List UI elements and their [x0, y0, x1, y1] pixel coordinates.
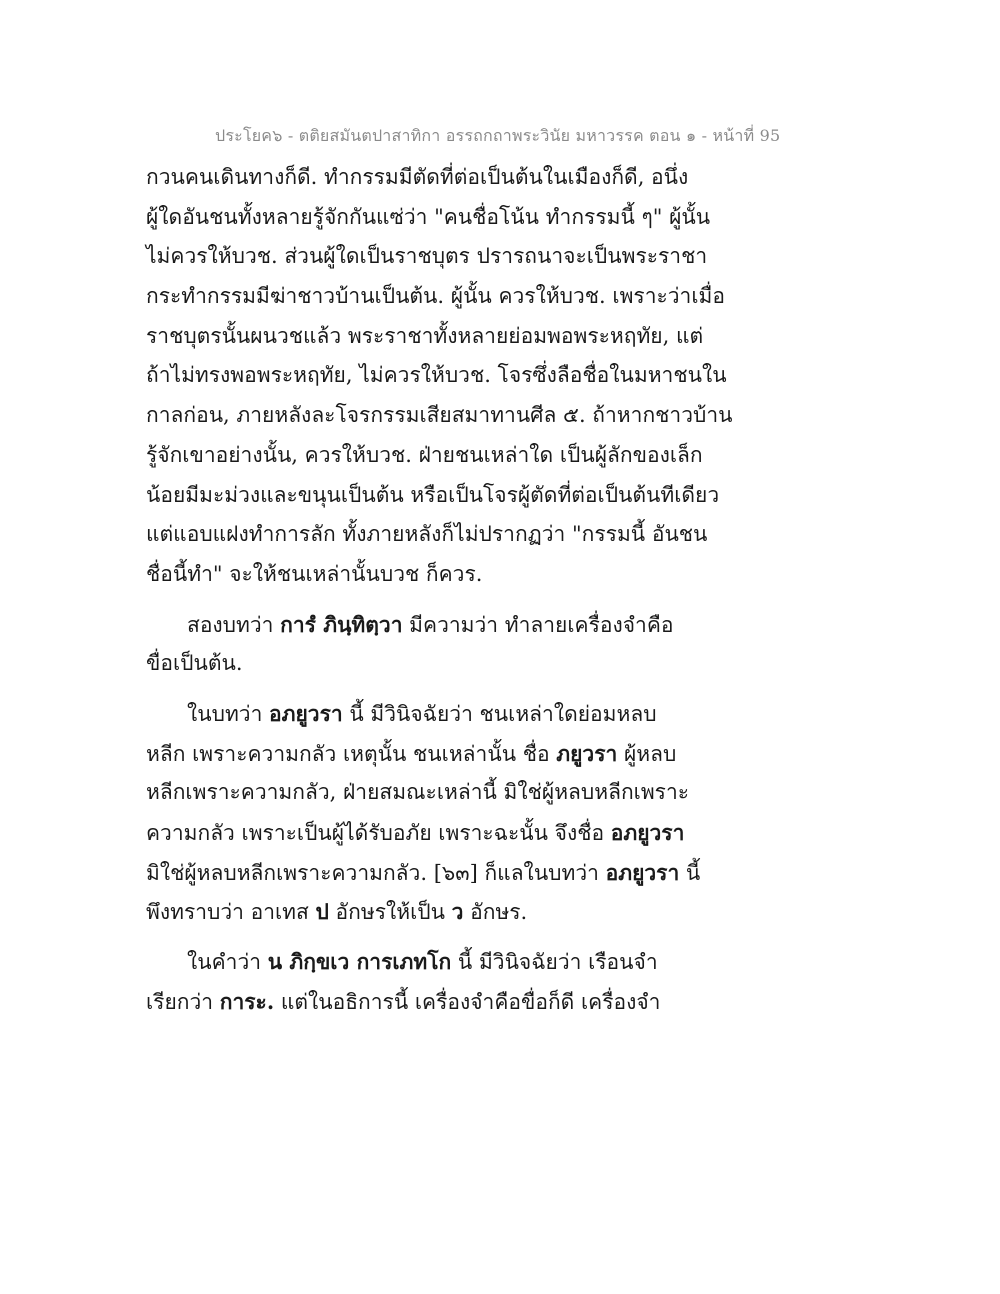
- text-line: [146, 813, 766, 853]
- text-line: [146, 644, 766, 684]
- text-run: สองบทว่า: [187, 612, 281, 637]
- text-run: ผู้ใดอันชนทั้งหลายรู้จักกันแซ่ว่า "คนชื่อโน้น ทำกรรมนี้ ๆ" ผู้นั้น: [146, 204, 711, 229]
- text-line: [146, 436, 766, 476]
- text-run: ไม่ควรให้บวช. ส่วนผู้ใดเป็นราชบุตร ปรารถนาจะเป็นพระราชา: [146, 244, 708, 269]
- text-line: [146, 396, 766, 436]
- text-run: ราชบุตรนั้นผนวชแล้ว พระราชาทั้งหลายย่อมพอพระหฤทัย, แต่: [146, 323, 704, 348]
- paragraph: [146, 605, 766, 684]
- text-run: นี้ มีวินิจฉัยว่า ชนเหล่าใดย่อมหลบ: [342, 701, 657, 726]
- text-line: [146, 694, 766, 734]
- text-run: ผู้หลบ: [617, 741, 677, 766]
- text-run: ความกลัว เพราะเป็นผู้ได้รับอภัย เพราะฉะนั้น จึงชื่อ: [146, 821, 611, 845]
- text-run: กาลก่อน, ภายหลังละโจรกรรมเสียสมาทานศีล ๕. ถ้าหากชาวบ้าน: [146, 403, 733, 428]
- text-line: [146, 476, 766, 516]
- text-line: [146, 237, 766, 277]
- text-run: รู้จักเขาอย่างนั้น, ควรให้บวช. ฝ่ายชนเหล่าใด เป็นผู้ลักของเล็ก: [146, 442, 703, 467]
- text-run: มีความว่า ทำลายเครื่องจำคือ: [402, 612, 674, 637]
- emphasized-term: ภยูวรา: [556, 740, 618, 766]
- text-run: กวนคนเดินทางก็ดี. ทำกรรมมีตัดที่ต่อเป็นต้นในเมืองก็ดี, อนึ่ง: [146, 165, 689, 189]
- text-run: แต่แอบแฝงทำการลัก ทั้งภายหลังก็ไม่ปรากฏว่า "กรรมนี้ อันชน: [146, 522, 708, 547]
- text-run: แต่ในอธิการนี้ เครื่องจำคือขื่อก็ดี เครื่องจำ: [274, 989, 661, 1014]
- emphasized-term: อภยูวรา: [605, 859, 680, 885]
- text-line: [146, 555, 766, 595]
- text-run: หลีกเพราะความกลัว, ฝ่ายสมณะเหล่านี้ มิใช่ผู้หลบหลีกเพราะ: [146, 780, 690, 805]
- emphasized-term: อภยูวรา: [269, 700, 343, 726]
- text-run: ขื่อเป็นต้น.: [146, 651, 243, 676]
- text-line: [146, 982, 766, 1022]
- text-line: [146, 515, 766, 555]
- text-run: หลีก เพราะความกลัว เหตุนั้น ชนเหล่านั้น ชื่อ: [146, 741, 557, 766]
- text-run: นี้: [679, 860, 701, 885]
- text-line: [146, 942, 766, 982]
- paragraph: [146, 942, 766, 1021]
- text-run: อักษร.: [463, 900, 528, 925]
- text-line: [146, 773, 766, 813]
- emphasized-term: การะ.: [219, 988, 275, 1014]
- emphasized-term: ว: [451, 899, 464, 925]
- text-line: [146, 317, 766, 357]
- text-run: กระทำกรรมมีฆ่าชาวบ้านเป็นต้น. ผู้นั้น ควรให้บวช. เพราะว่าเมื่อ: [146, 284, 725, 309]
- text-run: ชื่อนี้ทำ" จะให้ชนเหล่านั้นบวช ก็ควร.: [146, 561, 483, 586]
- text-line: [146, 198, 766, 238]
- text-line: [146, 605, 766, 645]
- document-body: [146, 158, 766, 1021]
- text-run: อักษรให้เป็น: [328, 900, 452, 925]
- text-line: [146, 734, 766, 774]
- text-line: [146, 277, 766, 317]
- text-run: ถ้าไม่ทรงพอพระหฤทัย, ไม่ควรให้บวช. โจรซึ่งลือชื่อในมหาชนใน: [146, 363, 727, 388]
- text-run: มิใช่ผู้หลบหลีกเพราะความกลัว. [๖๓] ก็แลในบทว่า: [146, 860, 606, 885]
- text-run: ในบทว่า: [187, 701, 270, 726]
- text-line: [146, 892, 766, 932]
- text-run: พึงทราบว่า อาเทส: [146, 900, 316, 925]
- emphasized-term: ป: [315, 899, 329, 925]
- paragraph: [146, 158, 766, 595]
- text-run: น้อยมีมะม่วงและขนุนเป็นต้น หรือเป็นโจรผู้ตัดที่ต่อเป็นต้นทีเดียว: [146, 482, 720, 507]
- emphasized-term: น ภิกฺขเว การเภทโก: [267, 949, 452, 975]
- paragraph: [146, 694, 766, 932]
- emphasized-term: การํ ภินฺทิตฺวา: [280, 611, 403, 637]
- page-header: ประโยค๖ - ตติยสมันตปาสาทิกา อรรถกถาพระวินัย มหาวรรค ตอน ๑ - หน้าที่ 95: [215, 126, 781, 145]
- text-run: นี้ มีวินิจฉัยว่า เรือนจำ: [451, 950, 658, 975]
- text-run: เรียกว่า: [146, 989, 220, 1014]
- text-run: ในคำว่า: [187, 950, 268, 975]
- emphasized-term: อภยูวรา: [610, 820, 685, 845]
- text-line: [146, 158, 766, 198]
- text-line: [146, 356, 766, 396]
- text-line: [146, 853, 766, 893]
